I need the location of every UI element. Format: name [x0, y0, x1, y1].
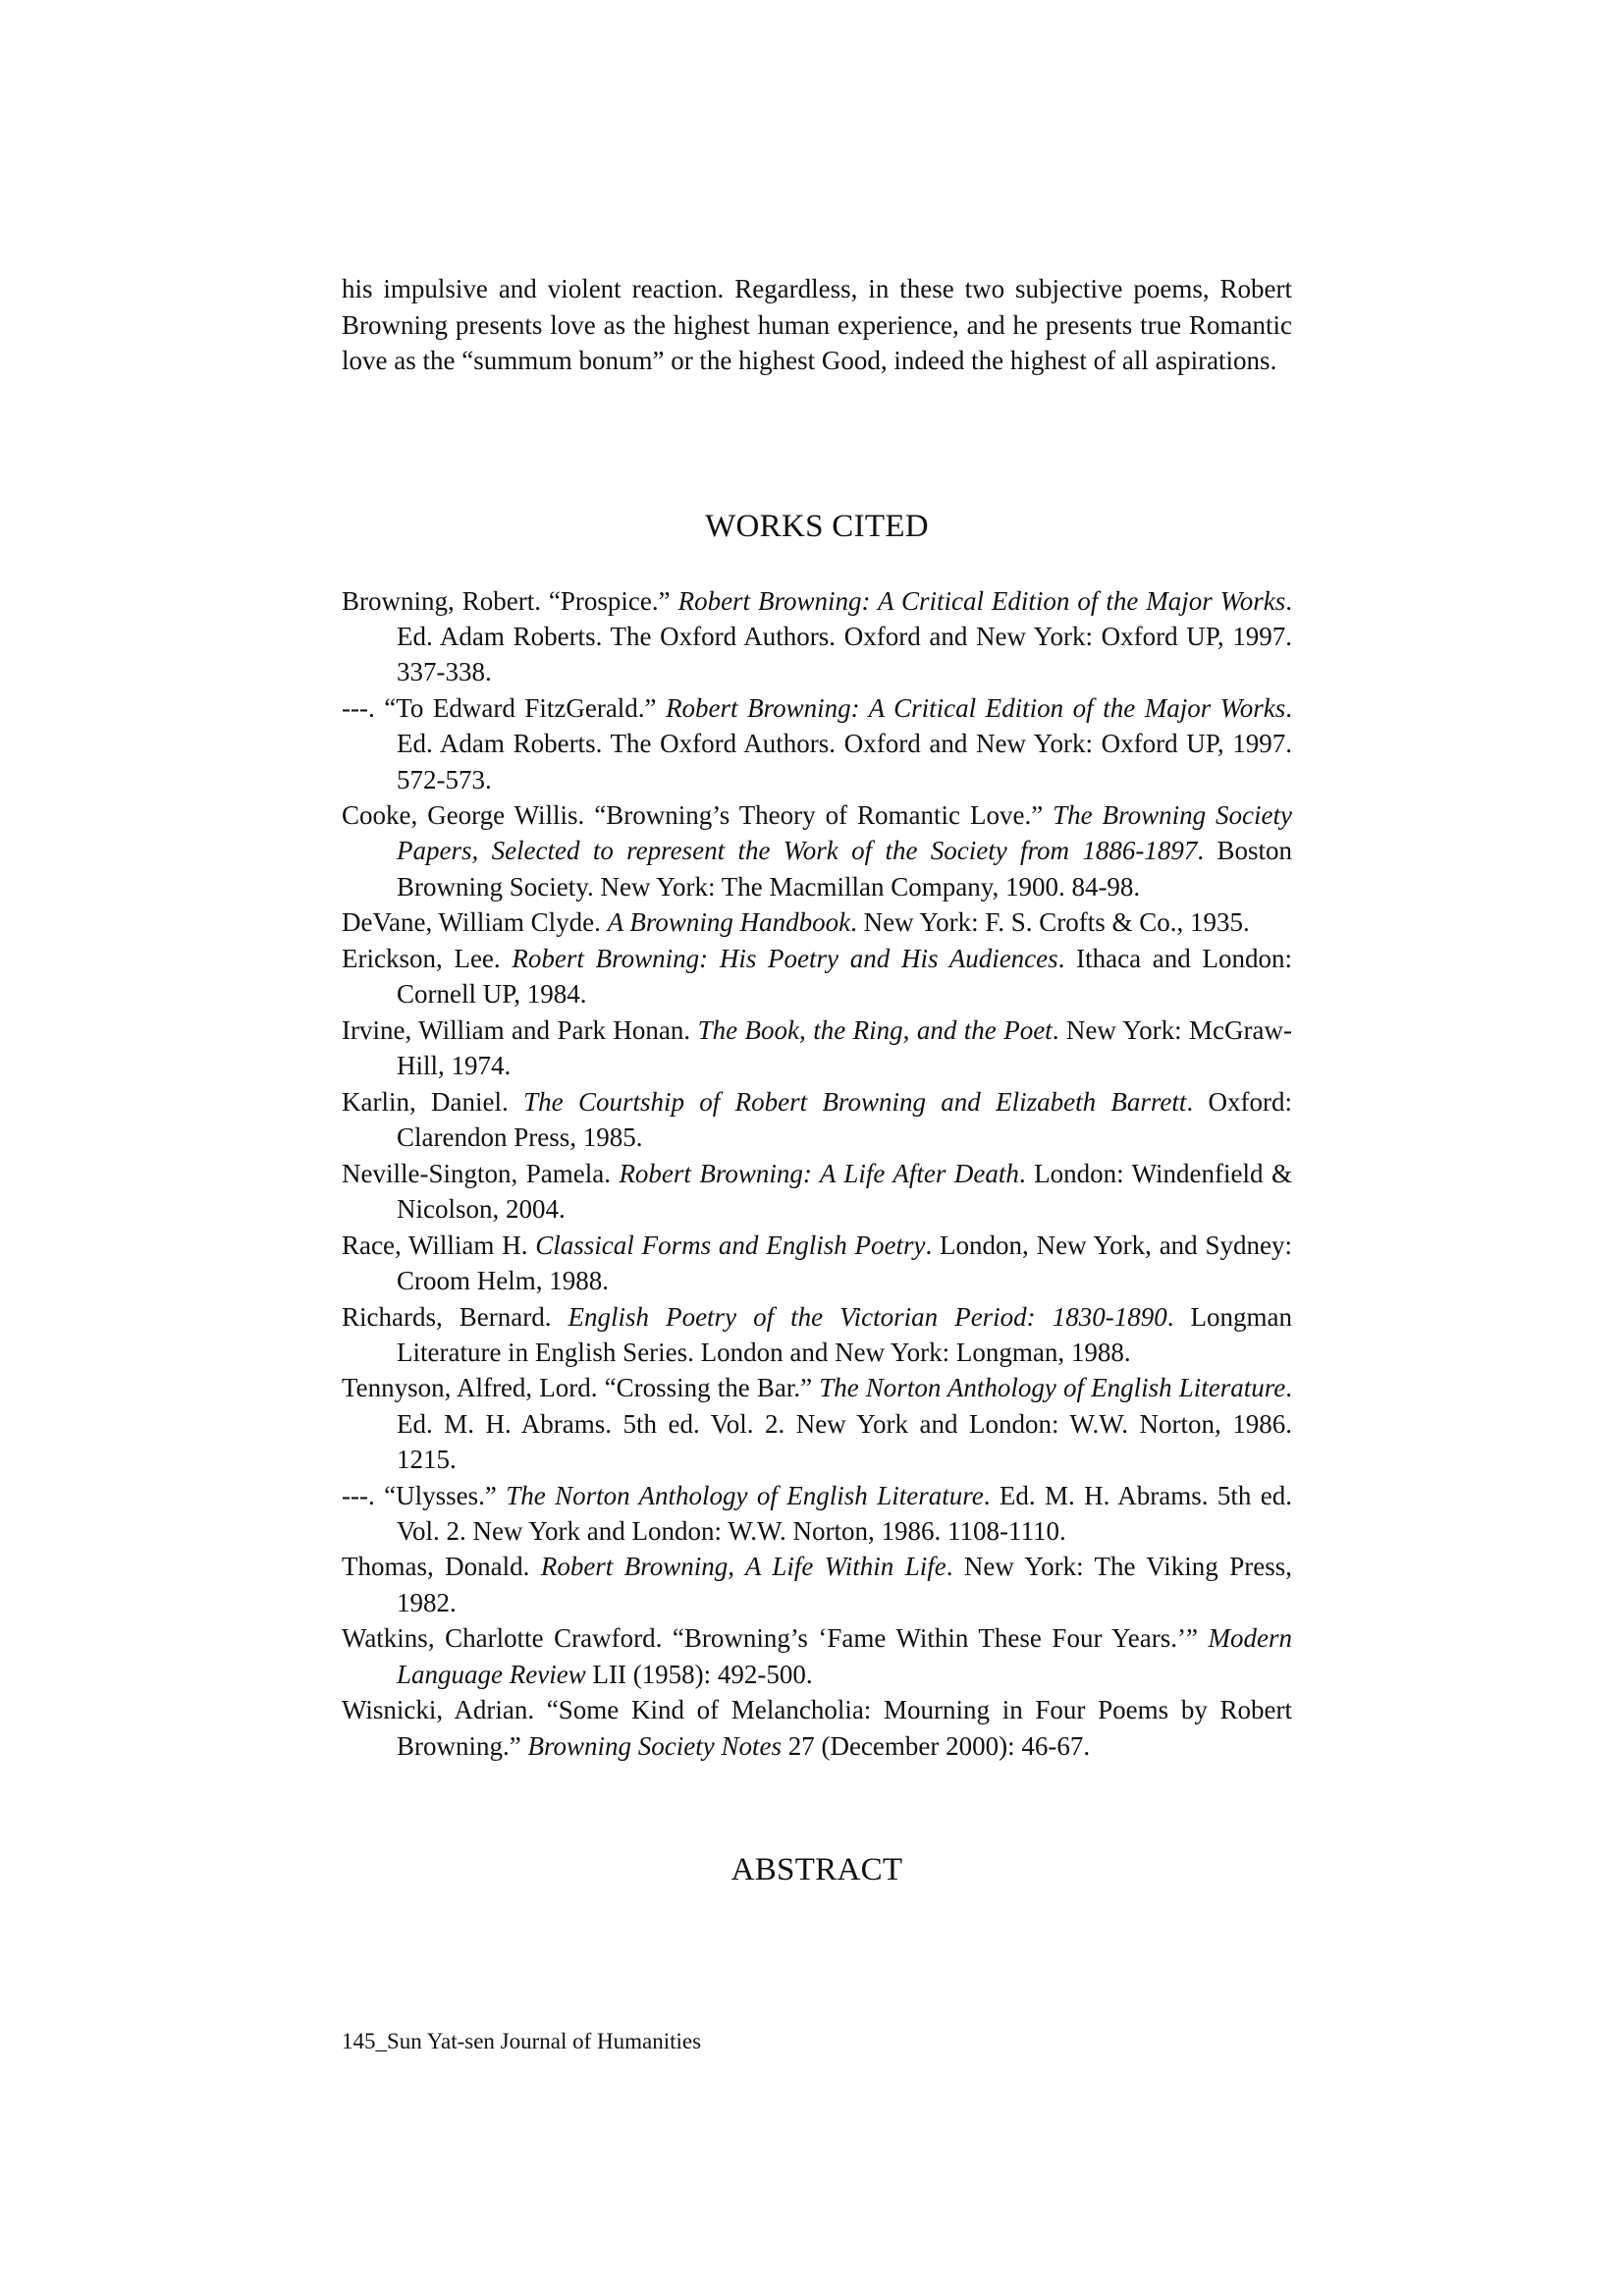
reference-author: Browning, Robert. “Prospice.” — [342, 586, 678, 616]
reference-author: Cooke, George Willis. “Browning’s Theory of Romantic Love.” — [342, 800, 1054, 831]
reference-title: Modern Language Review — [397, 1623, 1292, 1689]
reference-details: . New York: McGraw-Hill, 1974. — [397, 1014, 1292, 1081]
reference-author: Thomas, Donald. — [342, 1552, 541, 1582]
reference-title: Robert Browning: A Critical Edition of the Major Works — [677, 586, 1286, 616]
reference-details: . New York: The Viking Press, 1982. — [397, 1552, 1292, 1617]
reference-author: Karlin, Daniel. — [342, 1086, 524, 1117]
reference-author: Erickson, Lee. — [342, 944, 513, 974]
reference-title: Robert Browning: A Critical Edition of the Major Works — [666, 693, 1286, 724]
reference-title: Robert Browning, A Life Within Life — [540, 1552, 946, 1582]
abstract-heading: ABSTRACT — [730, 1852, 903, 1887]
reference-details: . Oxford: Clarendon Press, 1985. — [397, 1086, 1292, 1153]
reference-entry — [342, 1299, 1292, 1370]
reference-title: Browning Society Notes — [527, 1730, 782, 1761]
reference-title: A Browning Handbook — [607, 907, 851, 938]
reference-details: . Longman Literature in English Series. London and New York: Longman, 1988. — [397, 1301, 1292, 1367]
reference-title: English Poetry of the Victorian Period: 1830-1890 — [568, 1301, 1167, 1332]
reference-entry — [342, 1478, 1292, 1549]
reference-author: ---. “Ulysses.” — [342, 1480, 507, 1510]
reference-entry — [342, 941, 1292, 1011]
reference-entry — [342, 904, 1292, 940]
page-footer: 145_Sun Yat-sen Journal of Humanities — [342, 2029, 702, 2053]
reference-author: Neville-Sington, Pamela. — [342, 1158, 620, 1188]
reference-entry — [342, 1228, 1292, 1298]
body-paragraph: his impulsive and violent reaction. Regardless, in these two subjective poems, Robert Browning presents love as the highest human experience, and he presents true Romantic love as the “summum bonum” or the highest Good, indeed the highest of all aspirations. — [342, 274, 1292, 375]
reference-author: DeVane, William Clyde. — [342, 907, 608, 938]
reference-entry — [342, 583, 1292, 690]
reference-author: Watkins, Charlotte Crawford. “Browning’s ‘Fame Within These Four Years.’” — [342, 1623, 1209, 1654]
reference-author: Tennyson, Alfred, Lord. “Crossing the Bar.” — [342, 1373, 820, 1403]
reference-title: The Norton Anthology of English Literature — [819, 1373, 1286, 1403]
reference-title: Robert Browning: His Poetry and His Audiences — [512, 944, 1058, 974]
reference-details: . Ed. Adam Roberts. The Oxford Authors. Oxford and New York: Oxford UP, 1997. 572-573. — [397, 693, 1292, 794]
reference-author: Irvine, William and Park Honan. — [342, 1014, 698, 1045]
reference-title: The Book, the Ring, and the Poet — [697, 1014, 1053, 1045]
reference-entry — [342, 1156, 1292, 1227]
reference-details: . London: Windenfield & Nicolson, 2004. — [397, 1158, 1292, 1224]
reference-entry — [342, 1370, 1292, 1477]
reference-details: . Ithaca and London: Cornell UP, 1984. — [397, 944, 1292, 1010]
reference-author: Race, William H. — [342, 1230, 536, 1260]
reference-details: . Boston Browning Society. New York: The Macmillan Company, 1900. 84-98. — [397, 836, 1292, 902]
works-cited-heading: WORKS CITED — [705, 509, 929, 544]
reference-details: . Ed. M. H. Abrams. 5th ed. Vol. 2. New York and London: W.W. Norton, 1986. 1215. — [397, 1373, 1292, 1474]
reference-title: Robert Browning: A Life After Death — [619, 1158, 1019, 1188]
reference-entry — [342, 1620, 1292, 1691]
reference-title: The Browning Society Papers, Selected to represent the Work of the Society from 1886-1897 — [397, 800, 1293, 866]
reference-title: The Courtship of Robert Browning and Elizabeth Barrett — [523, 1086, 1187, 1117]
reference-entry — [342, 1012, 1292, 1083]
reference-title: The Norton Anthology of English Literature — [506, 1480, 984, 1510]
reference-details: . Ed. Adam Roberts. The Oxford Authors. Oxford and New York: Oxford UP, 1997. 337-338. — [397, 586, 1293, 687]
reference-entry — [342, 1084, 1292, 1155]
reference-author: Richards, Bernard. — [342, 1301, 568, 1332]
works-cited-list — [342, 583, 1292, 1764]
reference-entry — [342, 690, 1292, 797]
reference-entry — [342, 797, 1292, 904]
reference-author: ---. “To Edward FitzGerald.” — [342, 693, 667, 724]
reference-title: Classical Forms and English Poetry — [535, 1230, 926, 1260]
reference-entry — [342, 1549, 1292, 1619]
reference-entry — [342, 1692, 1292, 1763]
reference-details: . London, New York, and Sydney: Croom Helm, 1988. — [397, 1230, 1292, 1295]
reference-details: LII (1958): 492-500. — [585, 1659, 813, 1689]
reference-author: Wisnicki, Adrian. “Some Kind of Melancholia: Mourning in Four Poems by Robert Browning.” — [342, 1695, 1292, 1761]
reference-details: . Ed. M. H. Abrams. 5th ed. Vol. 2. New York and London: W.W. Norton, 1986. 1108-1110. — [397, 1480, 1293, 1546]
reference-details: 27 (December 2000): 46-67. — [781, 1730, 1091, 1761]
reference-details: . New York: F. S. Crofts & Co., 1935. — [850, 907, 1250, 938]
